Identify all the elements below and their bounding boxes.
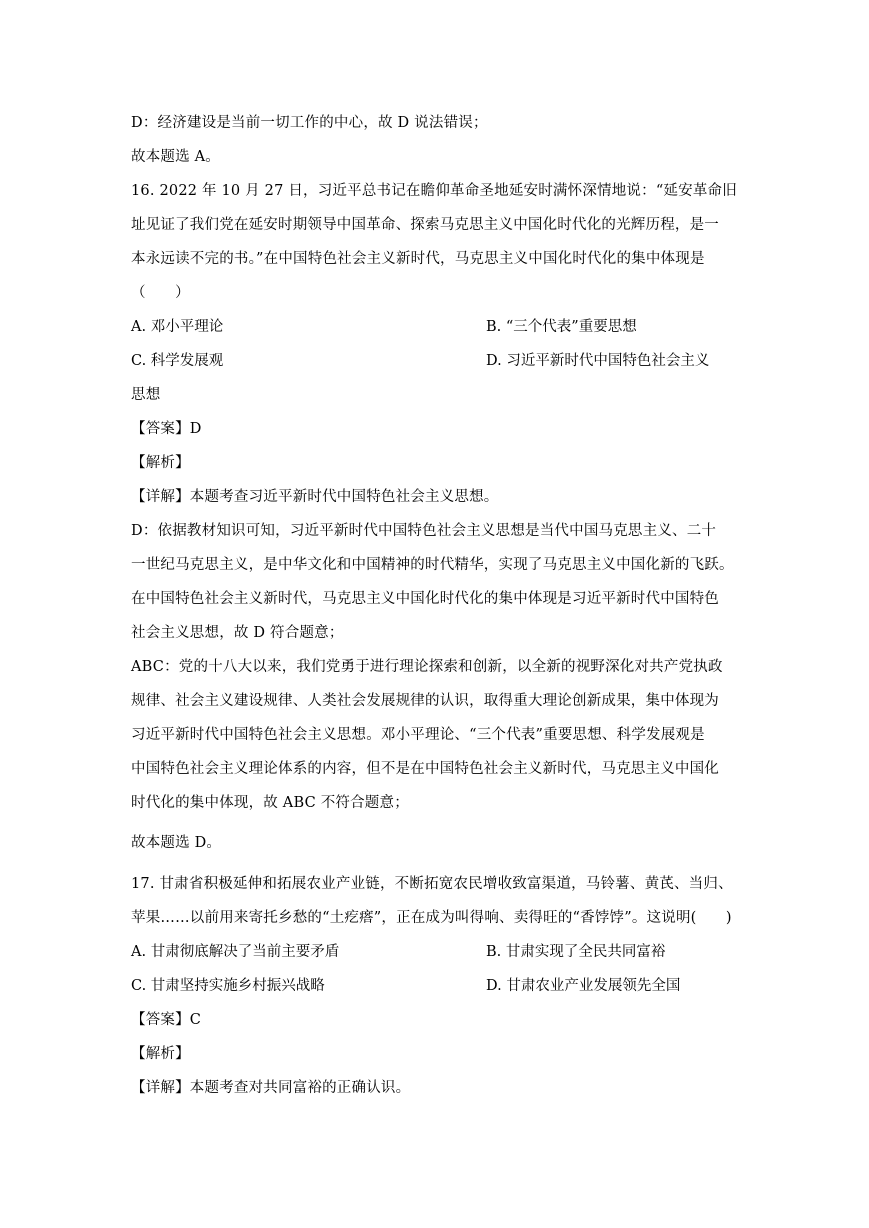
q16-option-b: B. “三个代表”重要思想 [486, 319, 637, 335]
prev-analysis-d: D：经济建设是当前一切工作的中心，故 D 说法错误； [131, 115, 488, 131]
q16-analysis-line-6: 规律、社会主义建设规律、人类社会发展规律的认识，取得重大理论创新成果，集中体现为 [131, 693, 719, 709]
q17-option-b: B. 甘肃实现了全民共同富裕 [486, 944, 666, 960]
q16-analysis-line-9: 时代化的集中体现，故 ABC 不符合题意； [131, 795, 409, 811]
q16-analysis-line-2: 一世纪马克思主义，是中华文化和中国精神的时代精华，实现了马克思主义中国化新的飞跃。 [131, 557, 734, 573]
q17-stem-line-2: 苹果……以前用来寄托乡愁的“土疙瘩”，正在成为叫得响、卖得旺的“香饽饽”。这说明( ) [131, 910, 732, 926]
q16-analysis-line-4: 社会主义思想，故 D 符合题意； [131, 625, 344, 641]
q17-option-d: D. 甘肃农业产业发展领先全国 [486, 978, 681, 994]
q16-analysis-line-1: D：依据教材知识可知，习近平新时代中国特色社会主义思想是当代中国马克思主义、二十 [131, 523, 717, 539]
q17-option-a: A. 甘肃彻底解决了当前主要矛盾 [131, 944, 340, 960]
q16-stem-line-2: 址见证了我们党在延安时期领导中国革命、探索马克思主义中国化时代化的光辉历程，是一 [131, 217, 719, 233]
q16-stem-line-1: 16. 2022 年 10 月 27 日，习近平总书记在瞻仰革命圣地延安时满怀深情地说：“延安革命旧 [131, 183, 737, 199]
q17-stem-line-1: 17. 甘肃省积极延伸和拓展农业产业链，不断拓宽农民增收致富渠道，马铃薯、黄芪、当归、 [131, 876, 733, 892]
q16-analysis-line-7: 习近平新时代中国特色社会主义思想。邓小平理论、“三个代表”重要思想、科学发展观是 [131, 727, 705, 743]
q16-stem-line-4: （ ） [131, 285, 190, 301]
q16-option-c: C. 科学发展观 [131, 353, 224, 369]
q16-analysis-line-5: ABC：党的十八大以来，我们党勇于进行理论探索和创新，以全新的视野深化对共产党执政 [131, 659, 723, 675]
q16-stem-line-3: 本永远读不完的书。”在中国特色社会主义新时代，马克思主义中国化时代化的集中体现是 [131, 251, 705, 267]
q16-analysis-line-8: 中国特色社会主义理论体系的内容，但不是在中国特色社会主义新时代，马克思主义中国化 [131, 761, 719, 777]
q16-conclusion: 故本题选 D。 [131, 835, 222, 851]
q16-detail: 【详解】本题考查习近平新时代中国特色社会主义思想。 [131, 489, 499, 505]
q17-answer: 【答案】C [131, 1012, 202, 1028]
q16-answer: 【答案】D [131, 421, 202, 437]
q17-analysis-label: 【解析】 [131, 1046, 190, 1062]
q16-analysis-line-3: 在中国特色社会主义新时代，马克思主义中国化时代化的集中体现是习近平新时代中国特色 [131, 591, 719, 607]
q16-analysis-label: 【解析】 [131, 455, 190, 471]
q17-detail: 【详解】本题考查对共同富裕的正确认识。 [131, 1080, 411, 1096]
q16-option-a: A. 邓小平理论 [131, 319, 224, 335]
prev-conclusion: 故本题选 A。 [131, 149, 220, 165]
q16-option-d-continued: 思想 [131, 387, 161, 403]
q17-option-c: C. 甘肃坚持实施乡村振兴战略 [131, 978, 325, 994]
q16-option-d: D. 习近平新时代中国特色社会主义 [486, 353, 710, 369]
